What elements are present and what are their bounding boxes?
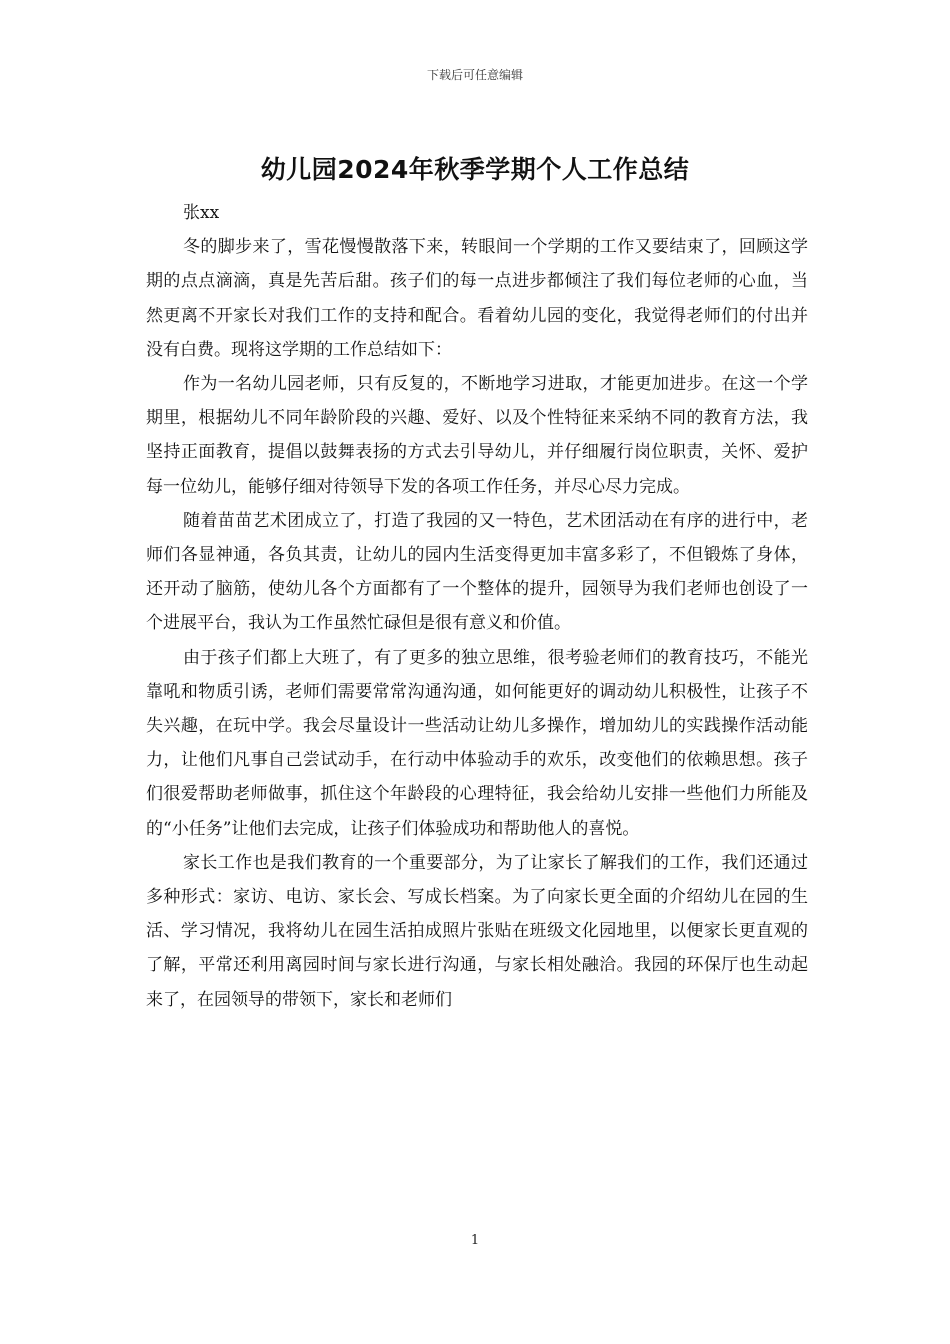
header-note: 下载后可任意编辑 [426, 68, 523, 82]
document-body [146, 196, 808, 1017]
document-title: 幼儿园2024年秋季学期个人工作总结 [260, 155, 690, 184]
paragraph-5: 家长工作也是我们教育的一个重要部分，为了让家长了解我们的工作，我们还通过多种形式：家访、电访、家长会、写成长档案。为了向家长更全面的介绍幼儿在园的生活、学习情况，我将幼儿在园生活拍成照片张贴在班级文化园地里，以便家长更直观的了解，平常还利用离园时间与家长进行沟通，与家长相处融洽。我园的环保厅也生动起来了，在园领导的带领下，家长和老师们 [146, 852, 808, 1010]
paragraph-2: 作为一名幼儿园老师，只有反复的，不断地学习进取，才能更加进步。在这一个学期里，根据幼儿不同年龄阶段的兴趣、爱好、以及个性特征来采纳不同的教育方法，我坚持正面教育，提倡以鼓舞表扬的方式去引导幼儿，并仔细履行岗位职责，关怀、爱护每一位幼儿，能够仔细对待领导下发的各项工作任务，并尽心尽力完成。 [146, 374, 808, 497]
paragraph-1: 冬的脚步来了，雪花慢慢散落下来，转眼间一个学期的工作又要结束了，回顾这学期的点点滴滴，真是先苦后甜。孩子们的每一点进步都倾注了我们每位老师的心血，当然更离不开家长对我们工作的支持和配合。看着幼儿园的变化，我觉得老师们的付出并没有白费。现将这学期的工作总结如下： [146, 237, 808, 360]
page-number: 1 [470, 1233, 480, 1248]
paragraph-4: 由于孩子们都上大班了，有了更多的独立思维，很考验老师们的教育技巧，不能光靠吼和物质引诱，老师们需要常常沟通沟通，如何能更好的调动幼儿积极性，让孩子不失兴趣，在玩中学。我会尽量设计一些活动让幼儿多操作，增加幼儿的实践操作活动能力，让他们凡事自己尝试动手，在行动中体验动手的欢乐，改变他们的依赖思想。孩子们很爱帮助老师做事，抓住这个年龄段的心理特征，我会给幼儿安排一些他们力所能及的“小任务”让他们去完成，让孩子们体验成功和帮助他人的喜悦。 [146, 647, 808, 839]
author-line: 张xx [183, 203, 220, 223]
paragraph-3: 随着苗苗艺术团成立了，打造了我园的又一特色，艺术团活动在有序的进行中，老师们各显神通，各负其责，让幼儿的园内生活变得更加丰富多彩了，不但锻炼了身体，还开动了脑筋，使幼儿各个方面都有了一个整体的提升，园领导为我们老师也创设了一个进展平台，我认为工作虽然忙碌但是很有意义和价值。 [146, 510, 808, 634]
